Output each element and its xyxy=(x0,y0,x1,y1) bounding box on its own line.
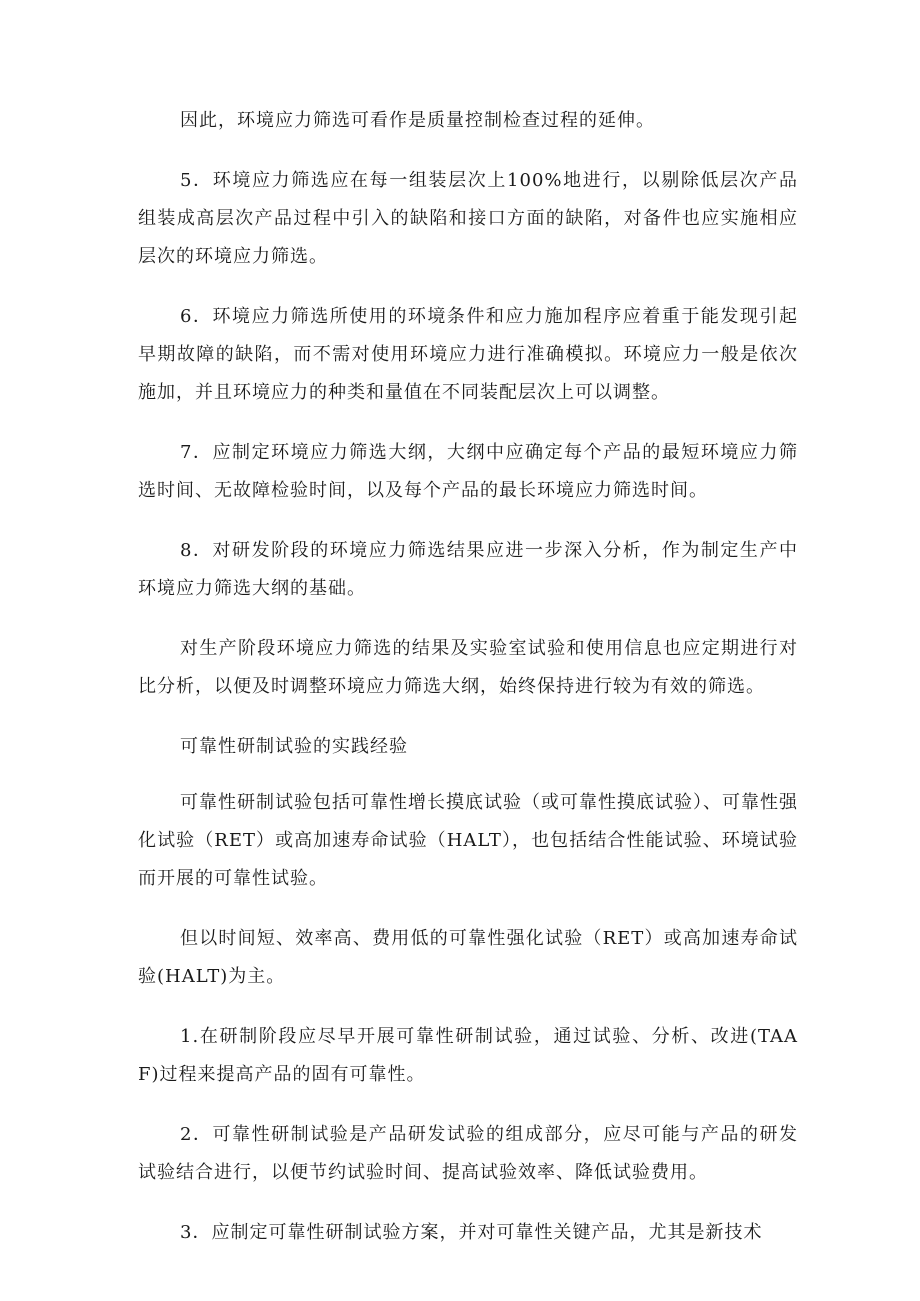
section-heading: 可靠性研制试验的实践经验 xyxy=(180,736,408,757)
paragraph-5: 8．对研发阶段的环境应力筛选结果应进一步深入分析，作为制定生产中环境应力筛选大纲的基础。 xyxy=(138,540,798,599)
paragraph-1: 因此，环境应力筛选可看作是质量控制检查过程的延伸。 xyxy=(180,110,655,131)
paragraph-4: 7．应制定环境应力筛选大纲，大纲中应确定每个产品的最短环境应力筛选时间、无故障检验时间，以及每个产品的最长环境应力筛选时间。 xyxy=(138,442,798,501)
paragraph-7: 可靠性研制试验包括可靠性增长摸底试验（或可靠性摸底试验）、可靠性强化试验（RET）或高加速寿命试验（HALT），也包括结合性能试验、环境试验而开展的可靠性试验。 xyxy=(138,792,798,889)
paragraph-11: 3．应制定可靠性研制试验方案，并对可靠性关键产品，尤其是新技术 xyxy=(180,1222,763,1243)
paragraph-9: 1.在研制阶段应尽早开展可靠性研制试验，通过试验、分析、改进(TAAF)过程来提高产品的固有可靠性。 xyxy=(138,1026,798,1085)
paragraph-10: 2．可靠性研制试验是产品研发试验的组成部分，应尽可能与产品的研发试验结合进行，以便节约试验时间、提高试验效率、降低试验费用。 xyxy=(138,1124,798,1183)
paragraph-3: 6．环境应力筛选所使用的环境条件和应力施加程序应着重于能发现引起早期故障的缺陷，而不需对使用环境应力进行准确模拟。环境应力一般是依次施加，并且环境应力的种类和量值在不同装配层次上可以调整。 xyxy=(138,306,798,403)
document-body xyxy=(138,102,798,1274)
paragraph-6: 对生产阶段环境应力筛选的结果及实验室试验和使用信息也应定期进行对比分析，以便及时调整环境应力筛选大纲，始终保持进行较为有效的筛选。 xyxy=(138,638,798,697)
paragraph-2: 5．环境应力筛选应在每一组装层次上100%地进行，以剔除低层次产品组装成高层次产品过程中引入的缺陷和接口方面的缺陷，对备件也应实施相应层次的环境应力筛选。 xyxy=(138,170,798,267)
paragraph-8: 但以时间短、效率高、费用低的可靠性强化试验（RET）或高加速寿命试验(HALT)为主。 xyxy=(138,928,798,987)
